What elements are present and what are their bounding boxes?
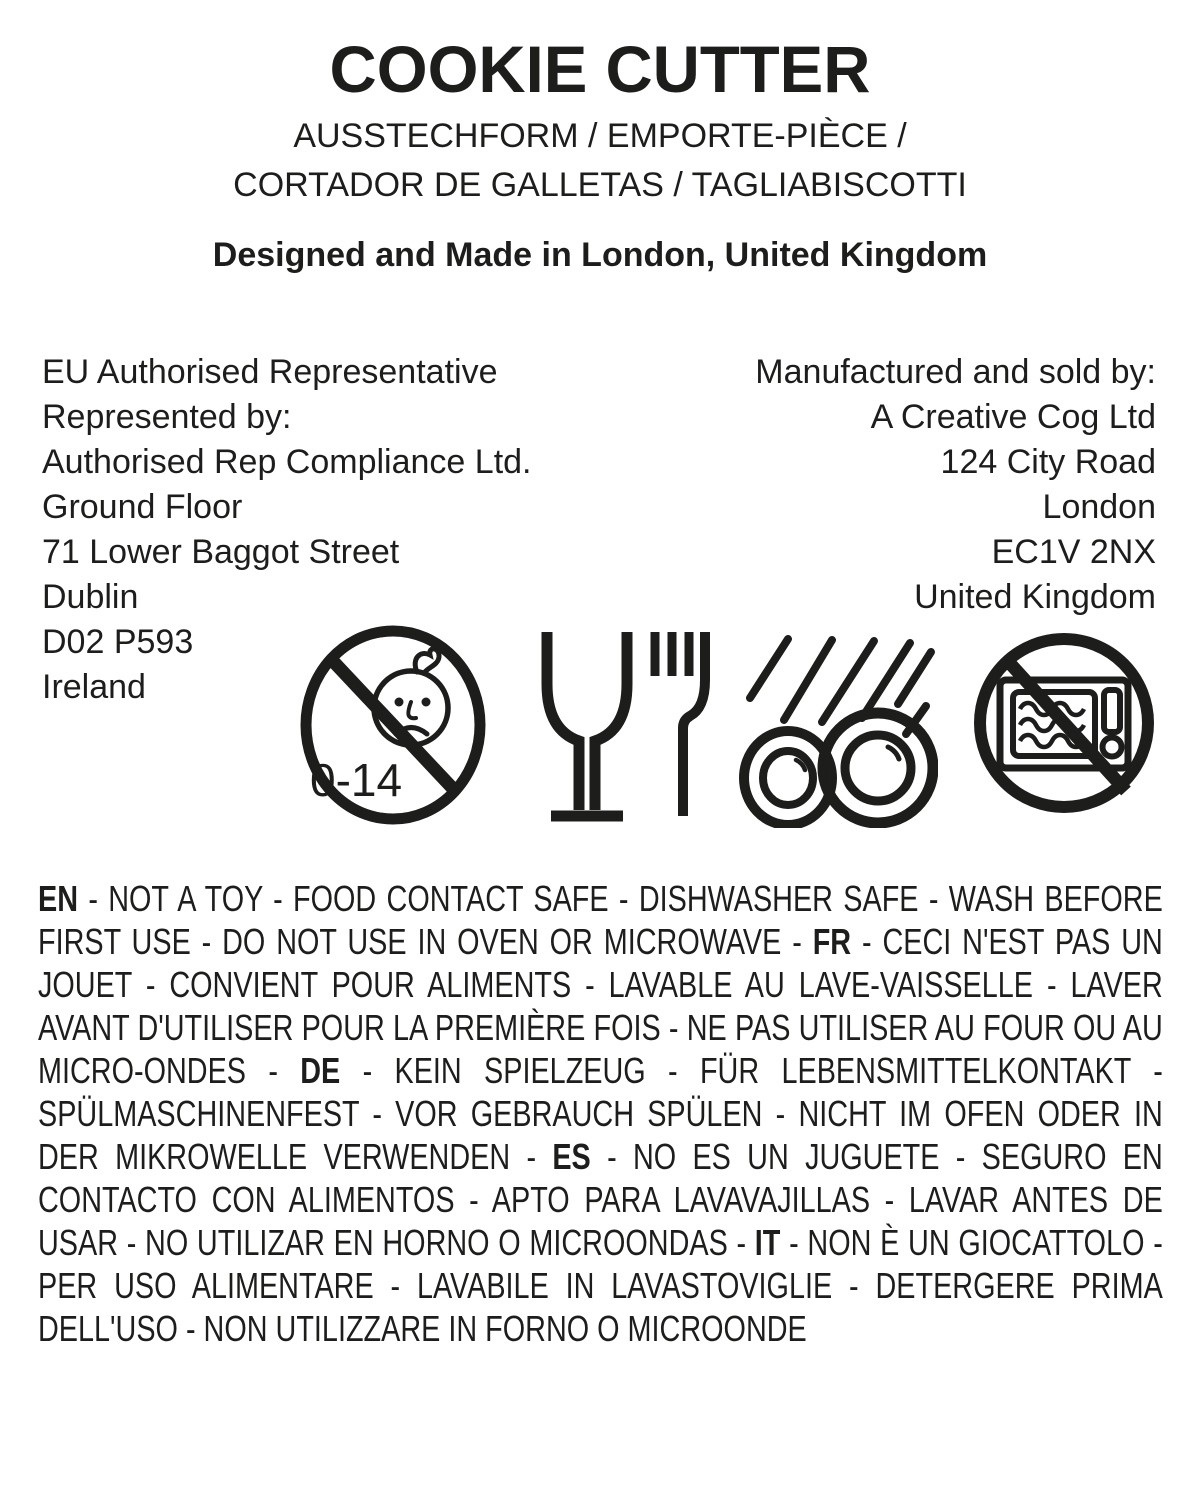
made-in-statement: Designed and Made in London, United Kingdom <box>212 236 988 274</box>
page-title: COOKIE CUTTER <box>329 32 871 106</box>
language-code: EN <box>38 878 79 919</box>
address-line: 71 Lower Baggot Street <box>42 533 400 571</box>
subtitle <box>0 112 1200 210</box>
address-line: Ireland <box>42 668 146 706</box>
address-line: Manufactured and sold by: <box>755 353 1156 391</box>
safety-text-segment: - CECI N'EST PAS UN JOUET - CONVIENT POUR ALIMENTS - LAVABLE AU LAVE-VAISSELLE - LAVER AVANT D'UTILISER POUR LA PREMIÈRE FOIS - NE PAS UTILISER AU FOUR OU AU MICRO-ONDES - <box>38 921 1163 1091</box>
do-not-microwave-icon <box>972 620 1156 826</box>
dishwasher-safe-icon <box>738 620 938 828</box>
address-line: D02 P593 <box>42 623 194 661</box>
address-line: EU Authorised Representative <box>42 353 498 391</box>
address-line: London <box>1042 488 1156 526</box>
language-code: ES <box>552 1136 591 1177</box>
age-range-label: 0-14 <box>310 754 403 806</box>
address-line: Represented by: <box>42 398 292 436</box>
address-line: Authorised Rep Compliance Ltd. <box>42 443 532 481</box>
safety-text <box>38 877 1163 1350</box>
address-line: Dublin <box>42 578 139 616</box>
safety-text-segment: - NON È UN GIOCATTOLO - PER USO ALIMENTARE - LAVABILE IN LAVASTOVIGLIE - DETERGERE PRIMA DELL'USO - NON UTILIZZARE IN FORNO O MICROONDE <box>38 1222 1163 1349</box>
address-line: Ground Floor <box>42 488 243 526</box>
safety-text-segment: - KEIN SPIELZEUG - FÜR LEBENSMITTELKONTAKT - SPÜLMASCHINENFEST - VOR GEBRAUCH SPÜLEN - NICHT IM OFEN ODER IN DER MIKROWELLE VERWENDEN - <box>38 1050 1163 1177</box>
safety-text-segment: - NO ES UN JUGUETE - SEGURO EN CONTACTO CON ALIMENTOS - APTO PARA LAVAVAJILLAS - LAVAR ANTES DE USAR - NO UTILIZAR EN HORNO O MICROONDAS - <box>38 1136 1163 1263</box>
language-code: DE <box>300 1050 341 1091</box>
manufacturer-address <box>755 350 1156 620</box>
not-suitable-children-0-14-icon <box>297 622 489 827</box>
address-line: United Kingdom <box>914 578 1156 616</box>
food-contact-safe-icon <box>521 620 711 830</box>
address-line: EC1V 2NX <box>991 533 1156 571</box>
subtitle-line-1: AUSSTECHFORM / EMPORTE-PIÈCE / <box>293 117 907 155</box>
language-code: IT <box>754 1222 781 1263</box>
address-line: A Creative Cog Ltd <box>870 398 1156 436</box>
subtitle-line-2: CORTADOR DE GALLETAS / TAGLIABISCOTTI <box>233 166 967 204</box>
language-code: FR <box>812 921 852 962</box>
safety-text-segment: - NOT A TOY - FOOD CONTACT SAFE - DISHWASHER SAFE - WASH BEFORE FIRST USE - DO NOT USE IN OVEN OR MICROWAVE - <box>38 878 1163 962</box>
address-line: 124 City Road <box>940 443 1156 481</box>
